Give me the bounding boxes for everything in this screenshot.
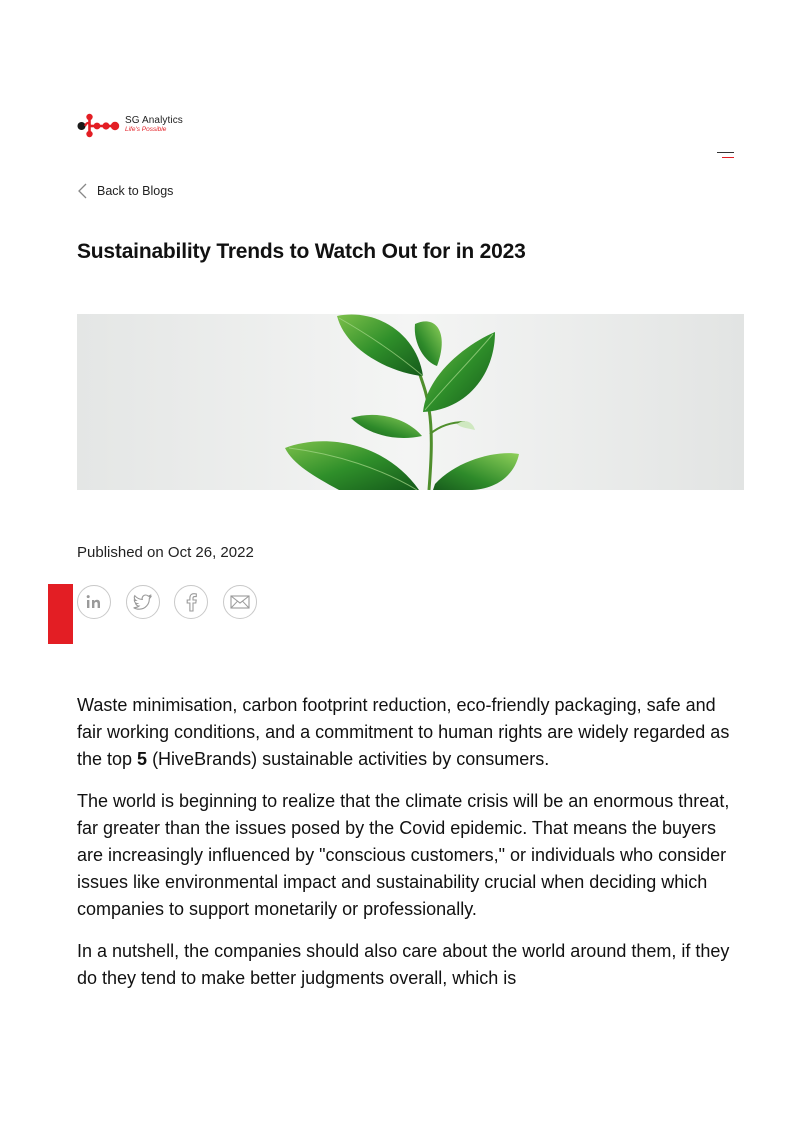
hero-image bbox=[77, 314, 744, 490]
feedback-side-tab[interactable] bbox=[48, 584, 73, 644]
chevron-left-icon bbox=[77, 183, 89, 199]
linkedin-icon bbox=[85, 593, 103, 611]
share-bar bbox=[77, 585, 271, 619]
sg-analytics-logo-icon bbox=[77, 112, 121, 138]
share-twitter-button[interactable] bbox=[126, 585, 160, 619]
back-to-blogs-link[interactable] bbox=[77, 183, 173, 199]
published-date: Published on Oct 26, 2022 bbox=[77, 544, 254, 561]
brand-tagline: Life's Possible bbox=[125, 126, 167, 134]
bold-number: 5 bbox=[137, 749, 148, 769]
article-body bbox=[77, 692, 743, 1007]
brand-name: SG Analytics bbox=[125, 115, 183, 127]
paragraph-1: Waste minimisation, carbon footprint reduction, eco-friendly packaging, safe and fair working conditions, and a commitment to human rights are widely regarded as the top 5 (HiveBrands) sustainable activities by consumers. bbox=[77, 695, 730, 769]
hamburger-icon[interactable] bbox=[712, 148, 738, 162]
article-title: Sustainability Trends to Watch Out for in 2023 bbox=[77, 240, 526, 263]
plant-illustration bbox=[77, 314, 744, 490]
share-linkedin-button[interactable] bbox=[77, 585, 111, 619]
back-to-blogs-label: Back to Blogs bbox=[97, 184, 174, 198]
email-icon bbox=[230, 595, 250, 609]
share-email-button[interactable] bbox=[223, 585, 257, 619]
share-facebook-button[interactable] bbox=[174, 585, 208, 619]
paragraph-2: The world is beginning to realize that the climate crisis will be an enormous threat, far greater than the issues posed by the Covid epidemic. That means the buyers are increasingly influenced by "conscious customers," or individuals who consider issues like environmental impact and sustainability crucial when deciding which companies to support monetarily or professionally. bbox=[77, 791, 730, 919]
paragraph-3: In a nutshell, the companies should also care about the world around them, if they do they tend to make better judgments overall, which is bbox=[77, 941, 730, 988]
facebook-icon bbox=[184, 592, 198, 612]
twitter-icon bbox=[133, 593, 153, 611]
brand-logo[interactable] bbox=[77, 112, 183, 138]
